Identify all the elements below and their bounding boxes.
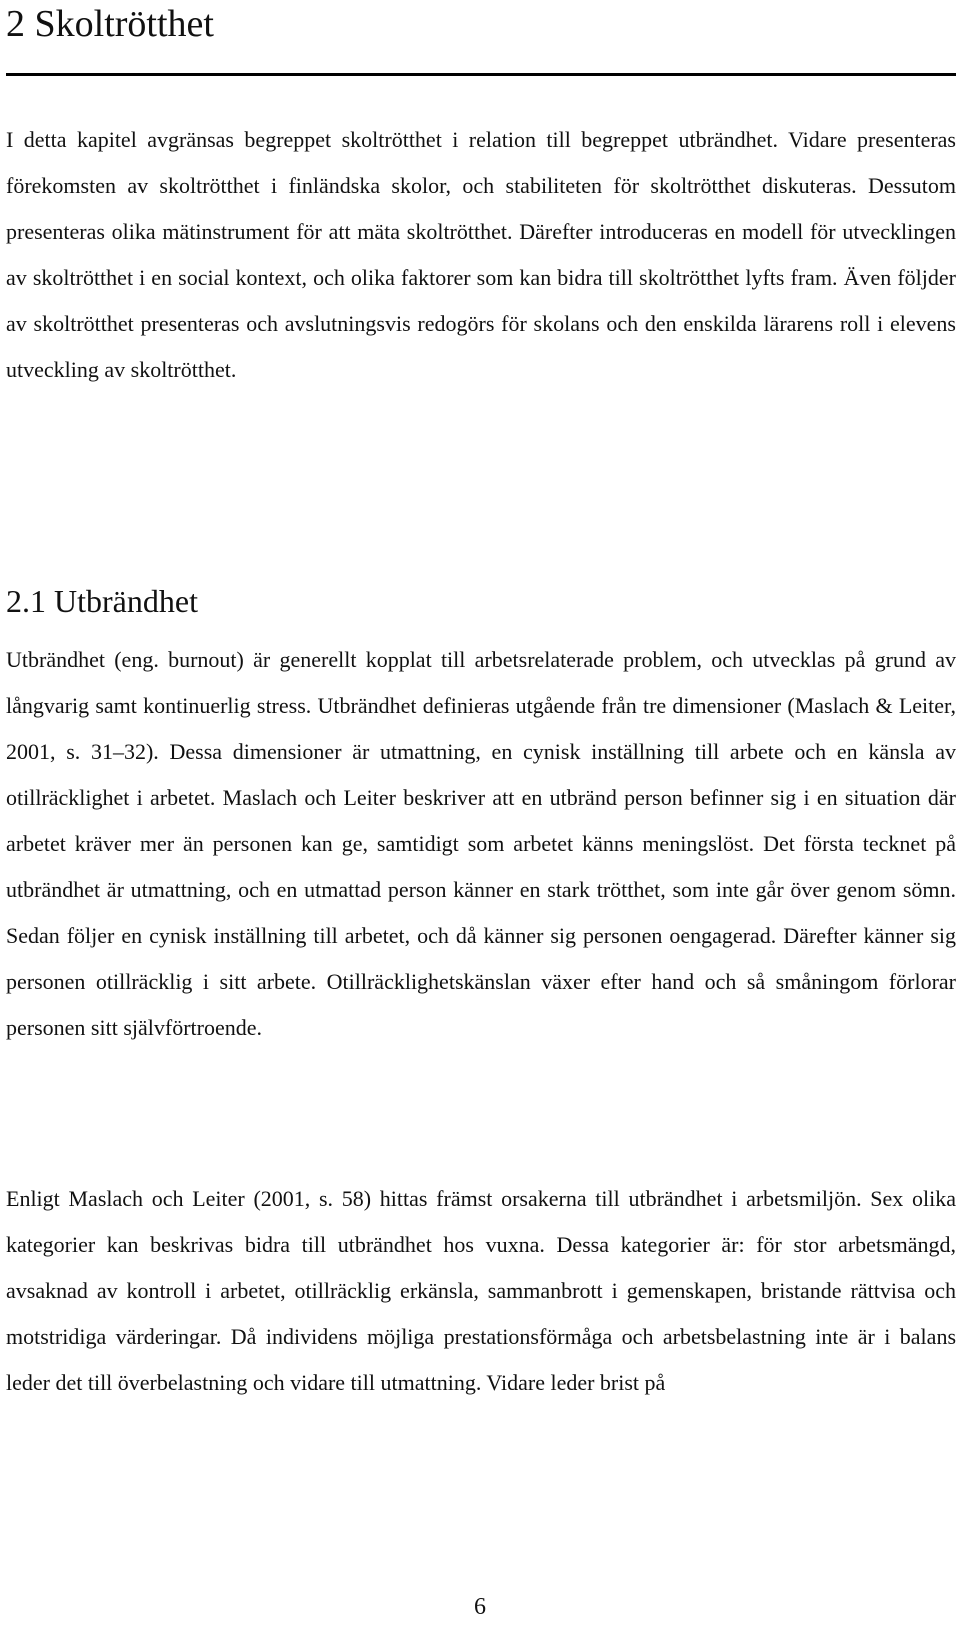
section-title: 2.1 Utbrändhet xyxy=(6,583,198,619)
page-number: 6 xyxy=(474,1594,486,1620)
chapter-intro-paragraph: I detta kapitel avgränsas begreppet skoltrötthet i relation till begreppet utbrändhet. Vidare presenteras förekomsten av skoltrötthet i finländska skolor, och stabiliteten för skoltrötthet diskuteras. Dessutom presenteras olika mätinstrument för att mäta skoltrötthet. Därefter introduceras en modell för utvecklingen av skoltrötthet i en social kontext, och olika faktorer som kan bidra till skoltrötthet lyfts fram. Även följder av skoltrötthet presenteras och avslutningsvis redogörs för skolans och den enskilda lärarens roll i elevens utveckling av skoltrötthet. xyxy=(6,127,956,382)
chapter-title: 2 Skoltrötthet xyxy=(6,3,214,45)
section-paragraph-1: Utbrändhet (eng. burnout) är generellt kopplat till arbetsrelaterade problem, och utvecklas på grund av långvarig samt kontinuerlig stress. Utbrändhet definieras utgående från tre dimensioner (Maslach & Leiter, 2001, s. 31–32). Dessa dimensioner är utmattning, en cynisk inställning till arbete och en känsla av otillräcklighet i arbetet. Maslach och Leiter beskriver att en utbränd person befinner sig i en situation där arbetet kräver mer än personen kan ge, samtidigt som arbetet känns meningslöst. Det första tecknet på utbrändhet är utmattning, och en utmattad person känner en stark trötthet, som inte går över genom sömn. Sedan följer en cynisk inställning till arbetet, och då känner sig personen oengagerad. Därefter känner sig personen otillräcklig i sitt arbete. Otillräcklighetskänslan växer efter hand och så småningom förlorar personen sitt självförtroende. xyxy=(6,647,956,1040)
chapter-divider xyxy=(6,73,956,76)
section-paragraph-2: Enligt Maslach och Leiter (2001, s. 58) hittas främst orsakerna till utbrändhet i arbetsmiljön. Sex olika kategorier kan beskrivas bidra till utbrändhet hos vuxna. Dessa kategorier är: för stor arbetsmängd, avsaknad av kontroll i arbetet, otillräcklig erkänsla, sammanbrott i gemenskapen, bristande rättvisa och motstridiga värderingar. Då individens möjliga prestationsförmåga och arbetsbelastning inte är i balans leder det till överbelastning och vidare till utmattning. Vidare leder brist på xyxy=(6,1186,956,1395)
